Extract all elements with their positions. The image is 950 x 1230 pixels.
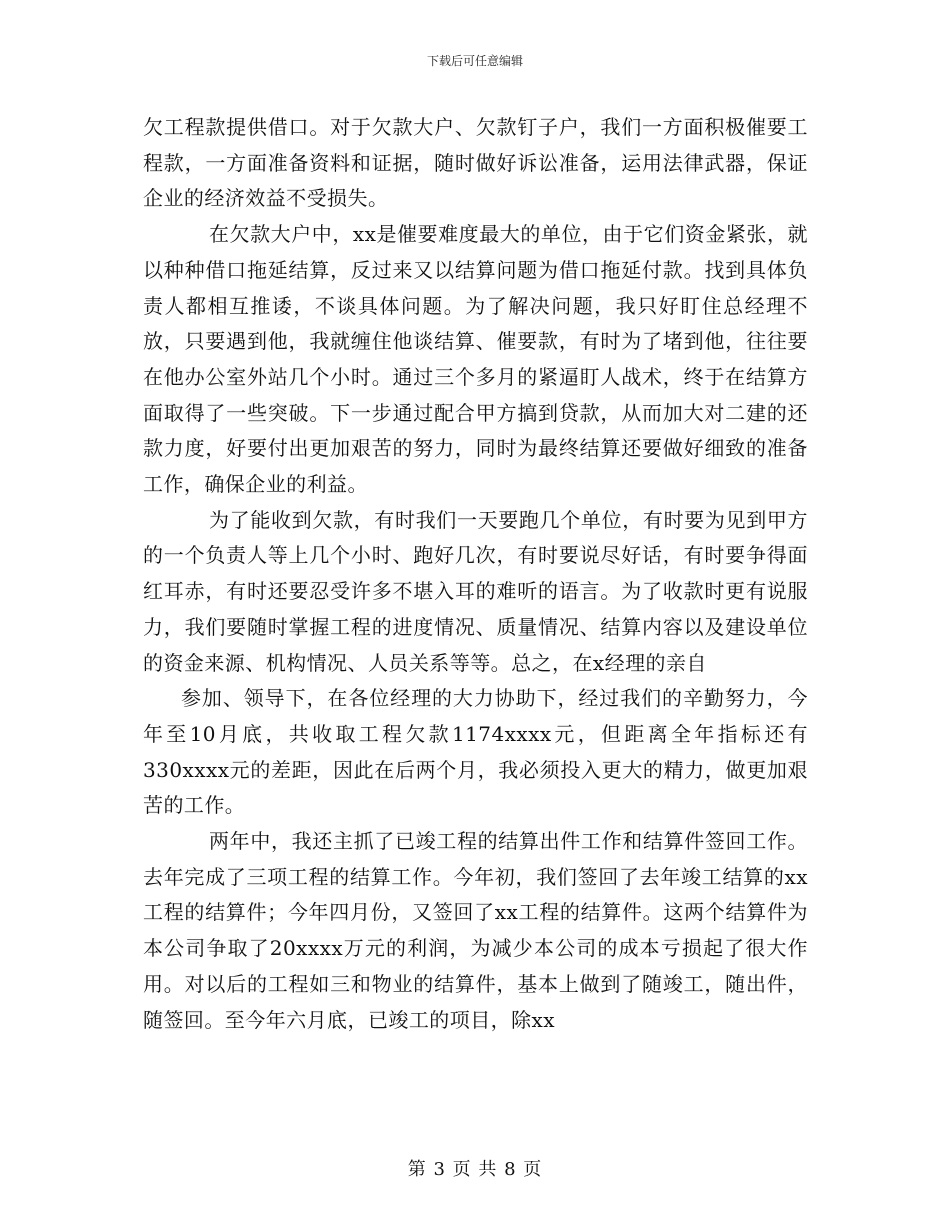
paragraph: 欠工程款提供借口。对于欠款大户、欠款钉子户，我们一方面积极催要工程款，一方面准备资料和证据，随时做好诉讼准备，运用法律武器，保证企业的经济效益不受损失。 (143, 115, 808, 211)
paragraph: 为了能收到欠款，有时我们一天要跑几个单位，有时要为见到甲方的一个负责人等上几个小时、跑好几次，有时要说尽好话，有时要争得面红耳赤，有时还要忍受许多不堪入耳的难听的语言。为了收款时更有说服力，我们要随时掌握工程的进度情况、质量情况、结算内容以及建设单位的资金来源、机构情况、人员关系等等。总之，在x经理的亲自 (143, 507, 808, 675)
document-body (143, 110, 808, 1038)
page-header: 下载后可任意编辑 (426, 54, 523, 68)
paragraph: 参加、领导下，在各位经理的大力协助下，经过我们的辛勤努力，今年至10月底，共收取工程欠款1174xxxx元，但距离全年指标还有330xxxx元的差距，因此在后两个月，我必须投入更大的精力，做更加艰苦的工作。 (143, 686, 808, 818)
page-number: 第 3 页 共 8 页 (407, 1159, 543, 1180)
paragraph: 两年中，我还主抓了已竣工程的结算出件工作和结算件签回工作。去年完成了三项工程的结算工作。今年初，我们签回了去年竣工结算的xx工程的结算件；今年四月份，又签回了xx工程的结算件。这两个结算件为本公司争取了20xxxx万元的利润，为减少本公司的成本亏损起了很大作用。对以后的工程如三和物业的结算件，基本上做到了随竣工，随出件，随签回。至今年六月底，已竣工的项目，除xx (143, 829, 808, 1032)
paragraph: 在欠款大户中，xx是催要难度最大的单位，由于它们资金紧张，就以种种借口拖延结算，反过来又以结算问题为借口拖延付款。找到具体负责人都相互推诿，不谈具体问题。为了解决问题，我只好盯住总经理不放，只要遇到他，我就缠住他谈结算、催要款，有时为了堵到他，往往要在他办公室外站几个小时。通过三个多月的紧逼盯人战术，终于在结算方面取得了一些突破。下一步通过配合甲方搞到贷款，从而加大对二建的还款力度，好要付出更加艰苦的努力，同时为最终结算还要做好细致的准备工作，确保企业的利益。 (143, 222, 808, 497)
